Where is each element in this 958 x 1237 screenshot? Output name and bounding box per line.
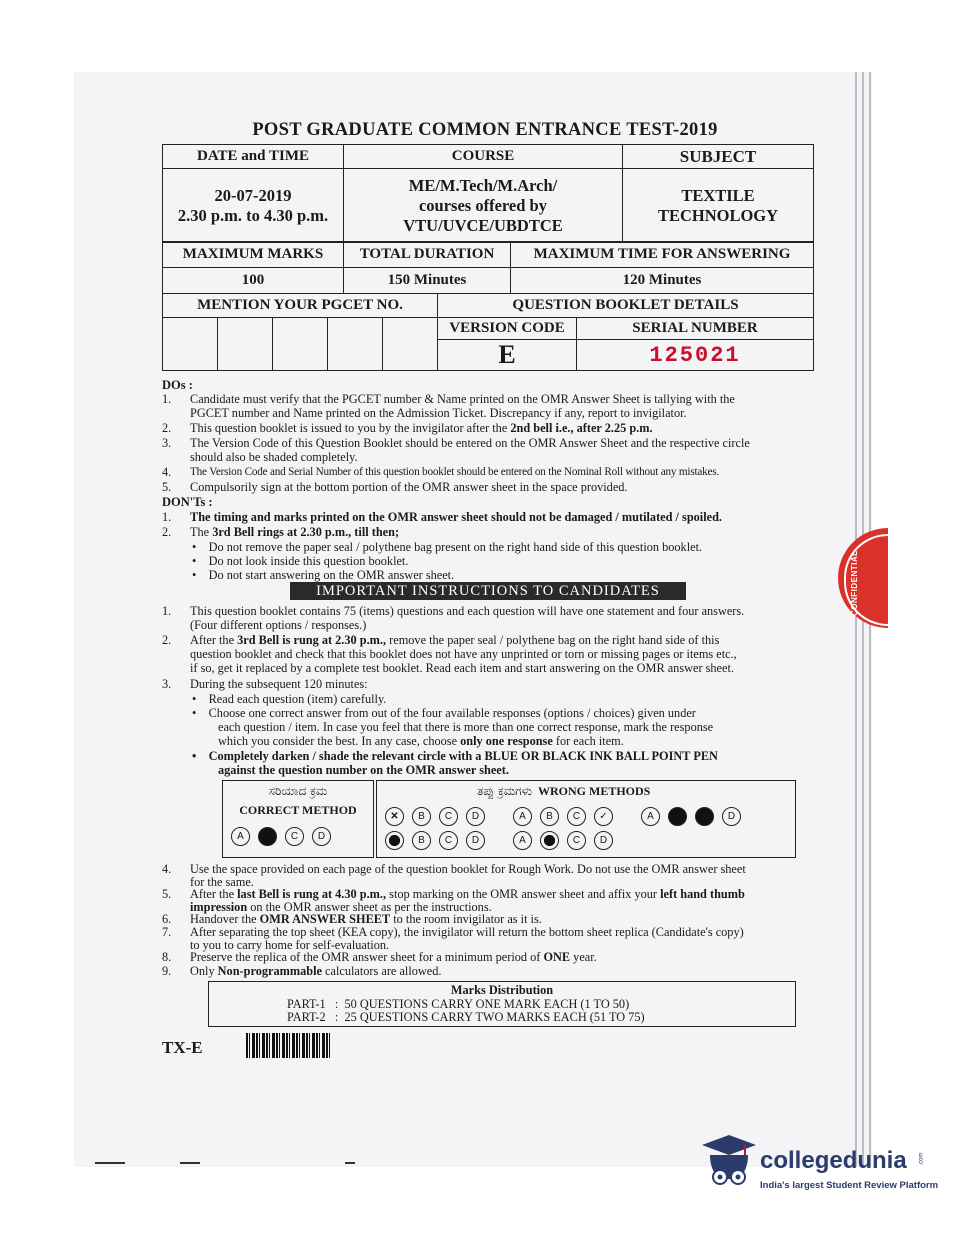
bubble-a: A — [513, 807, 532, 826]
dos-line: Candidate must verify that the PGCET number & Name printed on the OMR Answer Sheet is tallying with the — [190, 392, 735, 406]
bubble-a: A — [231, 827, 250, 846]
item-number: 2. — [162, 633, 172, 647]
bubble-c: C — [567, 831, 586, 850]
item-number: 2. — [162, 525, 172, 539]
subject-label: SUBJECT — [623, 145, 814, 169]
item-number: 4. — [162, 465, 172, 479]
bubble-c: C — [439, 831, 458, 850]
instruction-line: Only Non-programmable calculators are allowed. — [190, 964, 442, 978]
max-time-value: 120 Minutes — [511, 268, 814, 294]
scan-mark — [180, 1162, 200, 1164]
subject-line: TEXTILE — [681, 185, 755, 205]
total-duration-label: TOTAL DURATION — [344, 242, 511, 268]
logo-com-suffix: .com — [918, 1152, 925, 1166]
instruction-line: (Four different options / responses.) — [190, 618, 367, 632]
page-edge-line — [855, 72, 857, 1167]
scan-mark — [95, 1162, 125, 1164]
donts-heading: DON'Ts : — [162, 495, 213, 509]
bullet-item: • Choose one correct answer from out of the four available responses (options / choices) given under — [192, 706, 696, 720]
dos-line: The Version Code and Serial Number of this question booklet should be entered on the Nominal Roll without any mistakes. — [190, 466, 720, 478]
max-marks-value: 100 — [163, 268, 344, 294]
bubble-d: D — [312, 827, 331, 846]
instruction-line: Preserve the replica of the OMR answer sheet for a minimum period of ONE year. — [190, 950, 597, 964]
item-number: 7. — [162, 925, 172, 939]
instruction-line: to you to carry home for self-evaluation. — [190, 938, 390, 952]
serial-number-label: SERIAL NUMBER — [577, 318, 814, 340]
bubble-d: D — [722, 807, 741, 826]
pgcet-label: MENTION YOUR PGCET NO. — [163, 294, 438, 318]
date-time-cell — [163, 169, 344, 243]
item-number: 1. — [162, 510, 172, 524]
course-line: VTU/UVCE/UBDTCE — [403, 215, 563, 235]
bubble-c: C — [285, 827, 304, 846]
instruction-line: for the same. — [190, 875, 254, 889]
bubble-filled — [668, 807, 687, 826]
dos-line: PGCET number and Name printed on the Admission Ticket. Discrepancy if any, report to invigilator. — [190, 406, 687, 420]
subject-cell — [623, 169, 814, 243]
course-line: courses offered by — [418, 195, 547, 215]
bullet-item: • Do not start answering on the OMR answer sheet. — [192, 568, 455, 582]
item-number: 2. — [162, 421, 172, 435]
version-code-value: E — [438, 340, 577, 371]
part1-row: PART-1 : 50 QUESTIONS CARRY ONE MARK EACH (1 TO 50) — [287, 997, 630, 1011]
instruction-line: After separating the top sheet (KEA copy), the invigilator will return the bottom sheet replica (Candidate's copy) — [190, 925, 744, 939]
logo-tagline: India's largest Student Review Platform — [760, 1180, 939, 1191]
bubble-ticked: ✓ — [594, 807, 613, 826]
bubble-partial — [385, 831, 404, 850]
item-number: 9. — [162, 964, 172, 978]
instruction-line: Use the space provided on each page of the question booklet for Rough Work. Do not use the OMR answer sheet — [190, 862, 746, 876]
item-number: 8. — [162, 950, 172, 964]
bubble-b: B — [412, 831, 431, 850]
bullet-item: • Read each question (item) carefully. — [192, 692, 387, 706]
bubble-c: C — [567, 807, 586, 826]
item-number: 4. — [162, 862, 172, 876]
wrong-bubbles-row1 — [385, 807, 745, 826]
course-label: COURSE — [344, 145, 623, 169]
max-time-label: MAXIMUM TIME FOR ANSWERING — [511, 242, 814, 268]
booklet-code: TX-E — [162, 1038, 203, 1057]
duration-table — [162, 241, 814, 294]
exam-info-table — [162, 144, 814, 243]
item-number: 1. — [162, 604, 172, 618]
booklet-details-label: QUESTION BOOKLET DETAILS — [438, 294, 814, 318]
part2-row: PART-2 : 25 QUESTIONS CARRY TWO MARKS EACH (51 TO 75) — [287, 1010, 645, 1024]
dos-line: should also be shaded completely. — [190, 450, 358, 464]
bubble-a: A — [513, 831, 532, 850]
dos-line: The Version Code of this Question Booklet should be entered on the OMR Answer Sheet and the respective circle — [190, 436, 750, 450]
subject-line: TECHNOLOGY — [657, 205, 779, 225]
donts-line: The 3rd Bell rings at 2.30 p.m., till then; — [190, 525, 400, 539]
instruction-line: After the last Bell is rung at 4.30 p.m., stop marking on the OMR answer sheet and affix your left hand thumb — [190, 887, 745, 901]
pgcet-table — [162, 293, 814, 371]
bullet-item: • Do not remove the paper seal / polythene bag present on the right hand side of this question booklet. — [192, 540, 703, 554]
instruction-line: which you consider the best. In any case, choose only one response for each item. — [218, 734, 624, 748]
wrong-methods-header: ತಪ್ಪು ಕ್ರಮಗಳು WRONG METHODS — [477, 784, 651, 798]
marks-distribution-title: Marks Distribution — [450, 983, 554, 997]
instruction-line: each question / item. In case you feel that there is more than one correct response, mark the response — [218, 720, 714, 734]
dos-line: This question booklet is issued to you by the invigilator after the 2nd bell i.e., after 2.25 p.m. — [190, 421, 653, 435]
bubble-b: B — [412, 807, 431, 826]
item-number: 1. — [162, 392, 172, 406]
correct-bubbles — [231, 827, 335, 846]
item-number: 6. — [162, 912, 172, 926]
exam-date: 20-07-2019 — [214, 185, 292, 205]
pgcet-digit-box[interactable] — [273, 318, 328, 371]
wrong-bubbles-row2 — [385, 831, 617, 850]
scan-mark — [345, 1162, 355, 1164]
item-number: 3. — [162, 677, 172, 691]
exam-title: POST GRADUATE COMMON ENTRANCE TEST-2019 — [252, 120, 718, 140]
instruction-line: During the subsequent 120 minutes: — [190, 677, 368, 691]
donts-line: The timing and marks printed on the OMR answer sheet should not be damaged / mutilated / spoiled. — [190, 510, 723, 524]
instructions-banner: IMPORTANT INSTRUCTIONS TO CANDIDATES — [290, 582, 686, 600]
pgcet-digit-box[interactable] — [163, 318, 218, 371]
item-number: 5. — [162, 887, 172, 901]
instruction-line: After the 3rd Bell is rung at 2.30 p.m., remove the paper seal / polythene bag on the right hand side of this — [190, 633, 720, 647]
bullet-item: • Do not look inside this question booklet. — [192, 554, 409, 568]
bubble-filled — [695, 807, 714, 826]
serial-number-value: 125021 — [577, 340, 814, 371]
bubble-crossed: ✕ — [385, 807, 404, 826]
wrong-methods-box — [376, 780, 796, 858]
barcode — [246, 1033, 330, 1058]
bubble-a: A — [641, 807, 660, 826]
instruction-line: impression on the OMR answer sheet as per the instructions. — [190, 900, 492, 914]
bullet-item: • Completely darken / shade the relevant circle with a BLUE OR BLACK INK BALL POINT PEN — [192, 749, 718, 763]
dos-line: Compulsorily sign at the bottom portion of the OMR answer sheet in the space provided. — [190, 480, 628, 494]
instruction-line: question booklet and check that this booklet does not have any unprinted or torn or missing pages or items etc., — [190, 647, 737, 661]
correct-method-box — [222, 780, 374, 858]
pgcet-digit-box[interactable] — [218, 318, 273, 371]
bubble-d: D — [594, 831, 613, 850]
max-marks-label: MAXIMUM MARKS — [163, 242, 344, 268]
version-code-label: VERSION CODE — [438, 318, 577, 340]
course-line: ME/M.Tech/M.Arch/ — [408, 175, 558, 195]
bubble-d: D — [466, 807, 485, 826]
instruction-line: This question booklet contains 75 (items) questions and each question will have one statement and four answers. — [190, 604, 745, 618]
collegedunia-mascot-icon — [700, 1133, 758, 1197]
total-duration-value: 150 Minutes — [344, 268, 511, 294]
dos-heading: DOs : — [162, 378, 193, 392]
exam-time: 2.30 p.m. to 4.30 p.m. — [177, 205, 329, 225]
course-cell — [344, 169, 623, 243]
correct-kannada-label: ಸರಿಯಾದ ಕ್ರಮ — [268, 784, 328, 798]
correct-method-label: CORRECT METHOD — [239, 803, 357, 817]
bubble-c: C — [439, 807, 458, 826]
pgcet-digit-box[interactable] — [383, 318, 438, 371]
bubble-d: D — [466, 831, 485, 850]
confidential-stamp-text: CONFIDENTIAL — [850, 550, 859, 616]
bubble-b: B — [540, 807, 559, 826]
instruction-line: Handover the OMR ANSWER SHEET to the room invigilator as it is. — [190, 912, 542, 926]
collegedunia-logo[interactable]: collegedunia — [760, 1147, 907, 1174]
instruction-line: against the question number on the OMR answer sheet. — [218, 763, 509, 777]
item-number: 5. — [162, 480, 172, 494]
bubble-partial — [540, 831, 559, 850]
bubble-filled — [258, 827, 277, 846]
marks-distribution-box — [208, 981, 796, 1027]
pgcet-digit-box[interactable] — [328, 318, 383, 371]
date-time-label: DATE and TIME — [163, 145, 344, 169]
item-number: 3. — [162, 436, 172, 450]
instruction-line: if so, get it replaced by a complete test booklet. Read each item and start answering on the OMR answer sheet. — [190, 661, 734, 675]
